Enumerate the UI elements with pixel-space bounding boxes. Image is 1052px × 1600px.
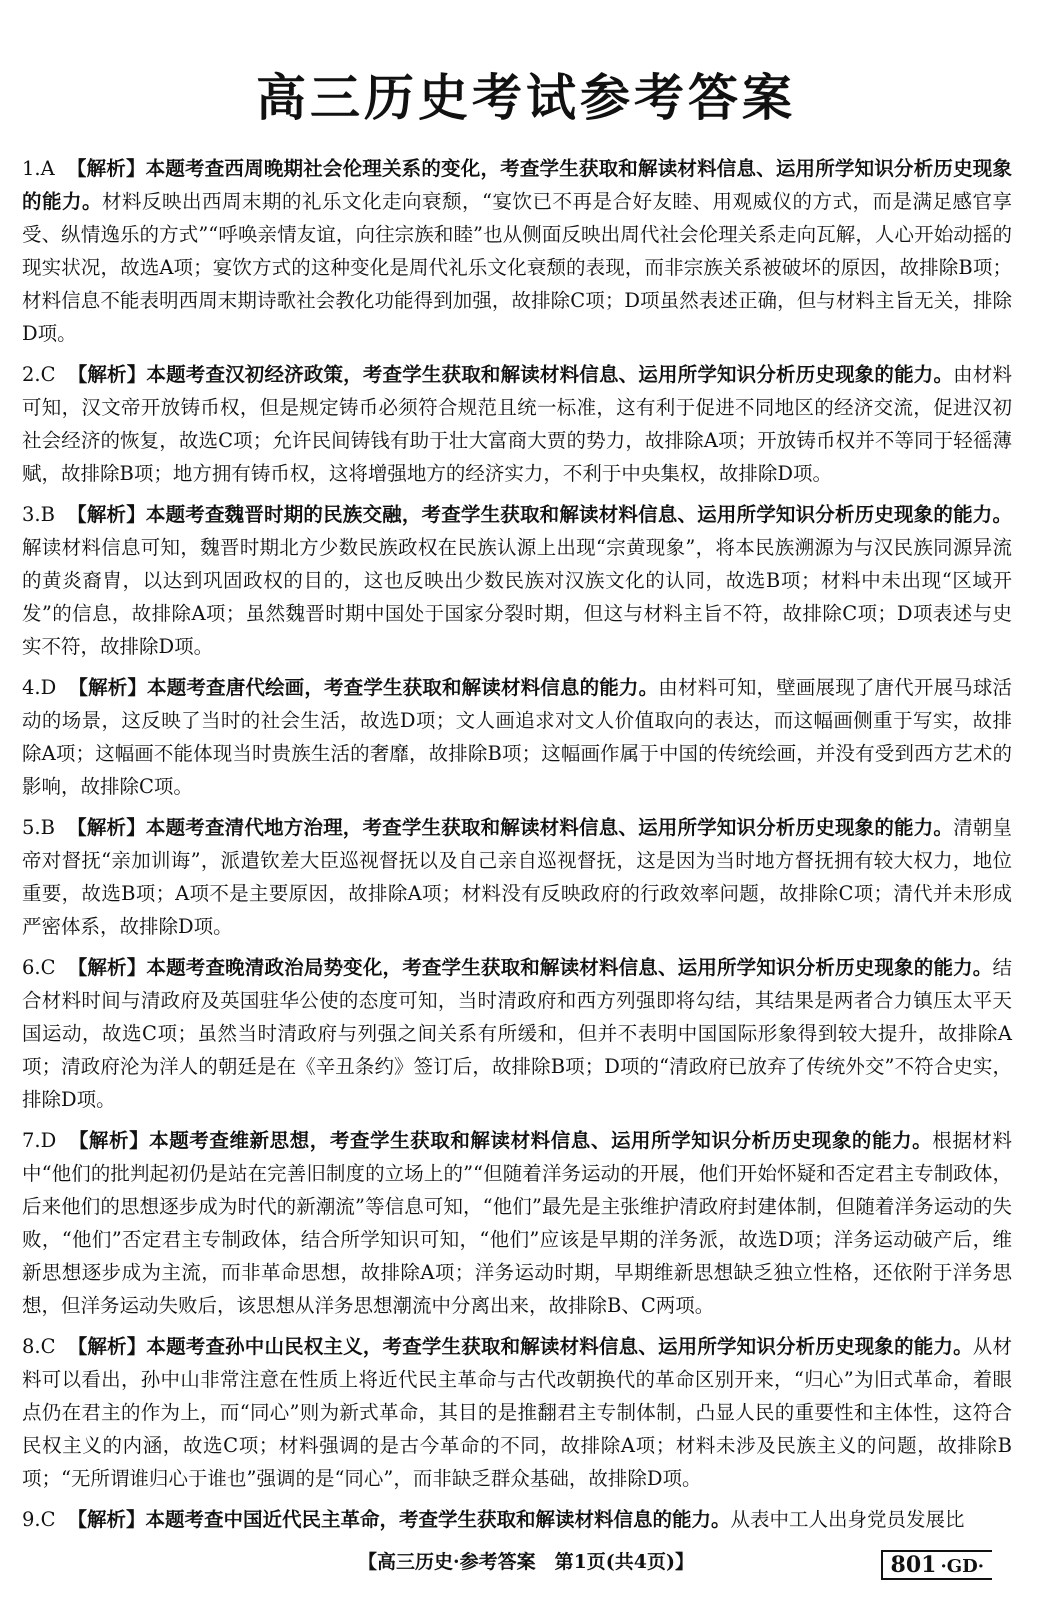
answer-heading: 【解析】本题考查清代地方治理，考查学生获取和解读材料信息、运用所学知识分析历史现象的能力。: [66, 816, 954, 839]
page-title: 高三历史考试参考答案: [256, 69, 796, 127]
answer-item: [22, 498, 1012, 663]
answer-number: 3.B: [22, 503, 55, 526]
answer-heading: 【解析】本题考查魏晋时期的民族交融，考查学生获取和解读材料信息、运用所学知识分析历史现象的能力。: [66, 503, 1012, 526]
answer-number: 2.C: [22, 363, 56, 386]
answer-item: [22, 811, 1012, 943]
answer-item: [22, 951, 1012, 1116]
answer-body: 结合材料时间与清政府及英国驻华公使的态度可知，当时清政府和西方列强即将勾结，其结果是两者合力镇压太平天国运动，故选C项；虽然当时清政府与列强之间关系有所缓和，但并不表明中国国际形象得到较大提升，故排除A项；清政府沦为洋人的朝廷是在《辛丑条约》签订后，故排除B项；D项的“清政府已放弃了传统外交”不符合史实，排除D项。: [22, 956, 1012, 1111]
answer-number: 7.D: [22, 1129, 57, 1152]
answer-list: [22, 152, 1012, 1544]
answer-heading: 【解析】本题考查维新思想，考查学生获取和解读材料信息、运用所学知识分析历史现象的能力。: [68, 1129, 933, 1152]
exam-code-number: 801: [890, 1552, 937, 1578]
answer-number: 1.A: [22, 157, 55, 180]
answer-number: 4.D: [22, 676, 57, 699]
answer-item: [22, 1124, 1012, 1322]
answer-item: [22, 671, 1012, 803]
answer-body: 清朝皇帝对督抚“亲加训诲”，派遣钦差大臣巡视督抚以及自己亲自巡视督抚，这是因为当时地方督抚拥有较大权力，地位重要，故选B项；A项不是主要原因，故排除A项；材料没有反映政府的行政效率问题，故排除C项；清代并未形成严密体系，故排除D项。: [22, 816, 1012, 938]
answer-item: [22, 152, 1012, 350]
answer-heading: 【解析】本题考查西周晚期社会伦理关系的变化，考查学生获取和解读材料信息、运用所学知识分析历史现象的能力。: [22, 157, 1012, 213]
answer-item: [22, 1503, 1012, 1536]
answer-heading: 【解析】本题考查唐代绘画，考查学生获取和解读材料信息的能力。: [68, 676, 659, 699]
exam-code: [881, 1550, 992, 1580]
page-footer: 【高三历史·参考答案 第1页(共4页)】: [357, 1551, 695, 1573]
answer-number: 6.C: [22, 956, 56, 979]
answer-body: 由材料可知，汉文帝开放铸币权，但是规定铸币必须符合规范且统一标准，这有利于促进不同地区的经济交流，促进汉初社会经济的恢复，故选C项；允许民间铸钱有助于壮大富商大贾的势力，故排除A项；开放铸币权并不等同于轻徭薄赋，故排除B项；地方拥有铸币权，这将增强地方的经济实力，不利于中央集权，故排除D项。: [22, 363, 1012, 485]
answer-body: 解读材料信息可知，魏晋时期北方少数民族政权在民族认源上出现“宗黄现象”，将本民族溯源为与汉民族同源异流的黄炎裔胄，以达到巩固政权的目的，这也反映出少数民族对汉族文化的认同，故选B项；材料中未出现“区域开发”的信息，故排除A项；虽然魏晋时期中国处于国家分裂时期，但这与材料主旨不符，故排除C项；D项表述与史实不符，故排除D项。: [22, 536, 1012, 658]
answer-item: [22, 1330, 1012, 1495]
answer-heading: 【解析】本题考查中国近代民主革命，考查学生获取和解读材料信息的能力。: [67, 1508, 731, 1531]
answer-body: 根据材料中“他们的批判起初仍是站在完善旧制度的立场上的”“但随着洋务运动的开展，他们开始怀疑和否定君主专制政体，后来他们的思想逐步成为时代的新潮流”等信息可知，“他们”最先是主张维护清政府封建体制，但随着洋务运动的失败，“他们”否定君主专制政体，结合所学知识可知，“他们”应该是早期的洋务派，故选D项；洋务运动破产后，维新思想逐步成为主流，而非革命思想，故排除A项；洋务运动时期，早期维新思想缺乏独立性格，还依附于洋务思想，但洋务运动失败后，该思想从洋务思想潮流中分离出来，故排除B、C两项。: [22, 1129, 1012, 1317]
answer-body: 从表中工人出身党员发展比: [730, 1508, 965, 1531]
exam-code-suffix: ·GD·: [940, 1556, 984, 1577]
answer-body: 材料反映出西周末期的礼乐文化走向衰颓，“宴饮已不再是合好友睦、用观威仪的方式，而是满足感官享受、纵情逸乐的方式”“呼唤亲情友谊，向往宗族和睦”也从侧面反映出周代社会伦理关系走向瓦解，人心开始动摇的现实状况，故选A项；宴饮方式的这种变化是周代礼乐文化衰颓的表现，而非宗族关系被破坏的原因，故排除B项；材料信息不能表明西周末期诗歌社会教化功能得到加强，故排除C项；D项虽然表述正确，但与材料主旨无关，排除D项。: [22, 190, 1012, 345]
answer-heading: 【解析】本题考查汉初经济政策，考查学生获取和解读材料信息、运用所学知识分析历史现象的能力。: [67, 363, 954, 386]
answer-number: 9.C: [22, 1508, 56, 1531]
answer-heading: 【解析】本题考查孙中山民权主义，考查学生获取和解读材料信息、运用所学知识分析历史现象的能力。: [67, 1335, 973, 1358]
answer-number: 5.B: [22, 816, 55, 839]
answer-heading: 【解析】本题考查晚清政治局势变化，考查学生获取和解读材料信息、运用所学知识分析历史现象的能力。: [67, 956, 993, 979]
answer-body: 由材料可知，壁画展现了唐代开展马球活动的场景，这反映了当时的社会生活，故选D项；文人画追求对文人价值取向的表达，而这幅画侧重于写实，故排除A项；这幅画不能体现当时贵族生活的奢靡，故排除B项；这幅画作属于中国的传统绘画，并没有受到西方艺术的影响，故排除C项。: [22, 676, 1012, 798]
answer-item: [22, 358, 1012, 490]
answer-body: 从材料可以看出，孙中山非常注意在性质上将近代民主革命与古代改朝换代的革命区别开来，“归心”为旧式革命，着眼点仍在君主的作为上，而“同心”则为新式革命，其目的是推翻君主专制体制，凸显人民的重要性和主体性，这符合民权主义的内涵，故选C项；材料强调的是古今革命的不同，故排除A项；材料未涉及民族主义的问题，故排除B项；“无所谓谁归心于谁也”强调的是“同心”，而非缺乏群众基础，故排除D项。: [22, 1335, 1012, 1490]
answer-number: 8.C: [22, 1335, 56, 1358]
